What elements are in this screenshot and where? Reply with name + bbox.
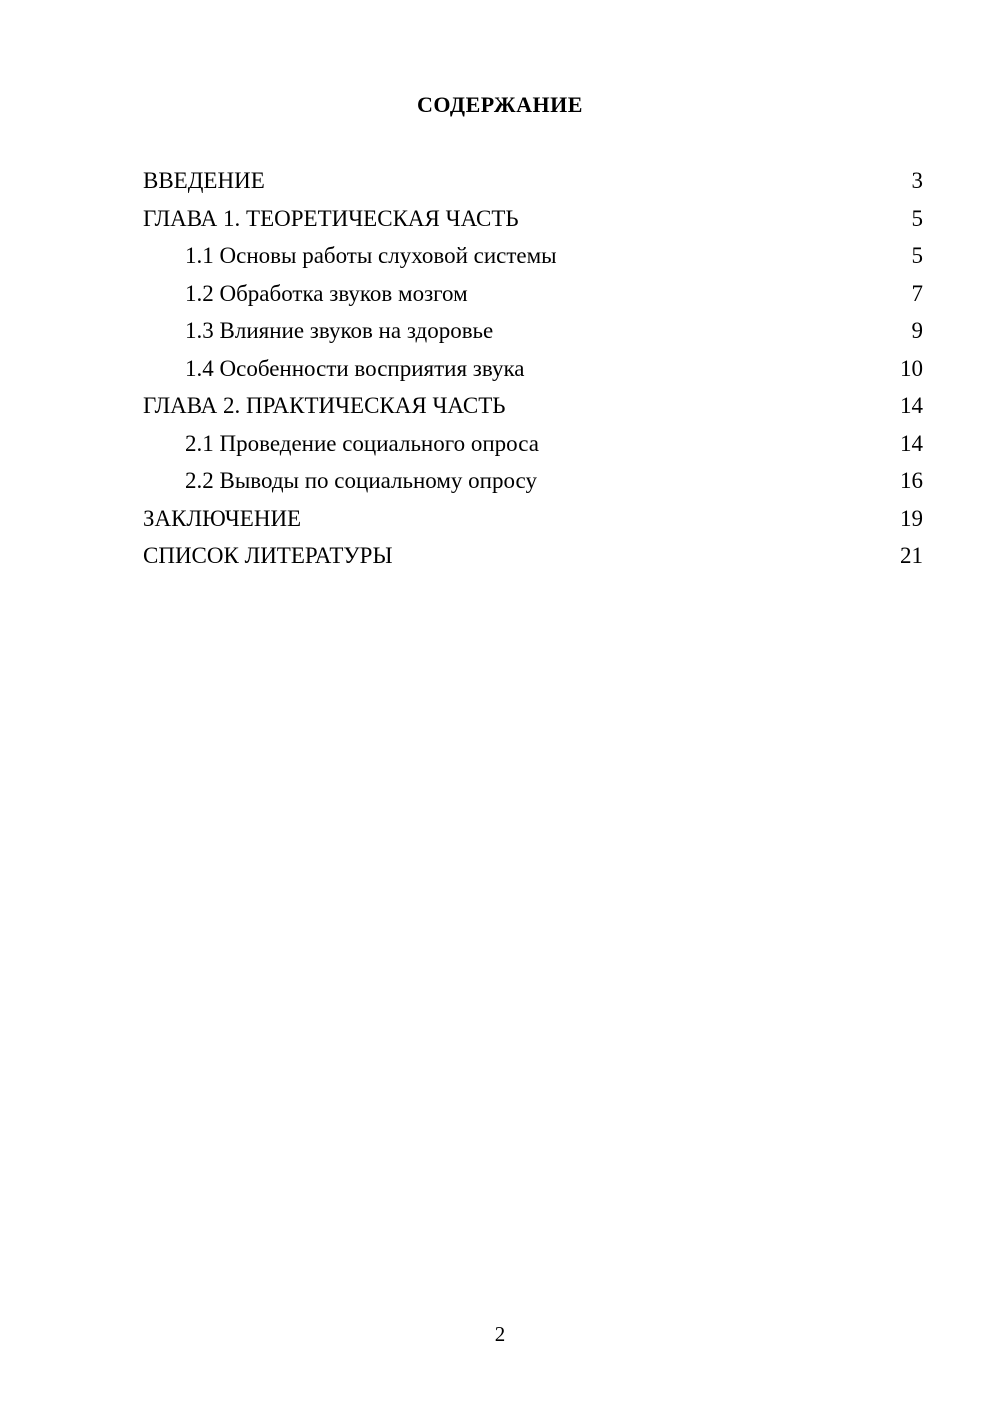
toc-entry[interactable] [143,200,923,238]
toc-entry[interactable] [143,462,923,500]
toc-entry-page: 14 [900,430,923,456]
toc-entry[interactable] [143,387,923,425]
toc-entry-label: ЗАКЛЮЧЕНИЕ [143,505,302,531]
toc-entry-page: 3 [911,168,923,193]
toc-entry-label: СПИСОК ЛИТЕРАТУРЫ [143,543,393,568]
page-title: СОДЕРЖАНИЕ [417,92,583,117]
toc-entry-label: ГЛАВА 1. ТЕОРЕТИЧЕСКАЯ ЧАСТЬ [143,205,519,231]
toc-entry[interactable] [143,425,923,463]
toc-entry[interactable] [143,537,923,575]
toc-entry-label: 2.1 Проведение социального опроса [185,430,539,456]
toc-entry-label: ВВЕДЕНИЕ [143,168,265,193]
toc-entry[interactable] [143,350,923,388]
toc-entry-page: 19 [900,505,923,531]
toc-entry-page: 16 [900,468,923,493]
toc-entry-page: 10 [900,355,923,381]
toc-entry-label: 1.3 Влияние звуков на здоровье [185,318,494,343]
page-footer-number: 2 [494,1322,506,1346]
toc-entry-page: 21 [900,543,923,568]
toc-entry[interactable] [143,275,923,313]
toc-entry[interactable] [143,500,923,538]
toc-entry-label: 1.4 Особенности восприятия звука [185,355,525,381]
toc-entry-label: ГЛАВА 2. ПРАКТИЧЕСКАЯ ЧАСТЬ [143,393,506,418]
toc-entry[interactable] [143,237,923,275]
toc-entry-page: 5 [911,243,923,268]
toc-entry-label: 2.2 Выводы по социальному опросу [185,468,537,493]
toc-entry-label: 1.1 Основы работы слуховой системы [185,243,557,268]
toc-entry-page: 5 [911,205,923,231]
toc-entry[interactable] [143,162,923,200]
toc-entry-page: 14 [900,393,923,418]
table-of-contents [143,162,923,575]
toc-entry[interactable] [143,312,923,350]
toc-entry-label: 1.2 Обработка звуков мозгом [185,280,468,306]
toc-entry-page: 9 [911,318,923,343]
toc-entry-page: 7 [911,280,923,306]
